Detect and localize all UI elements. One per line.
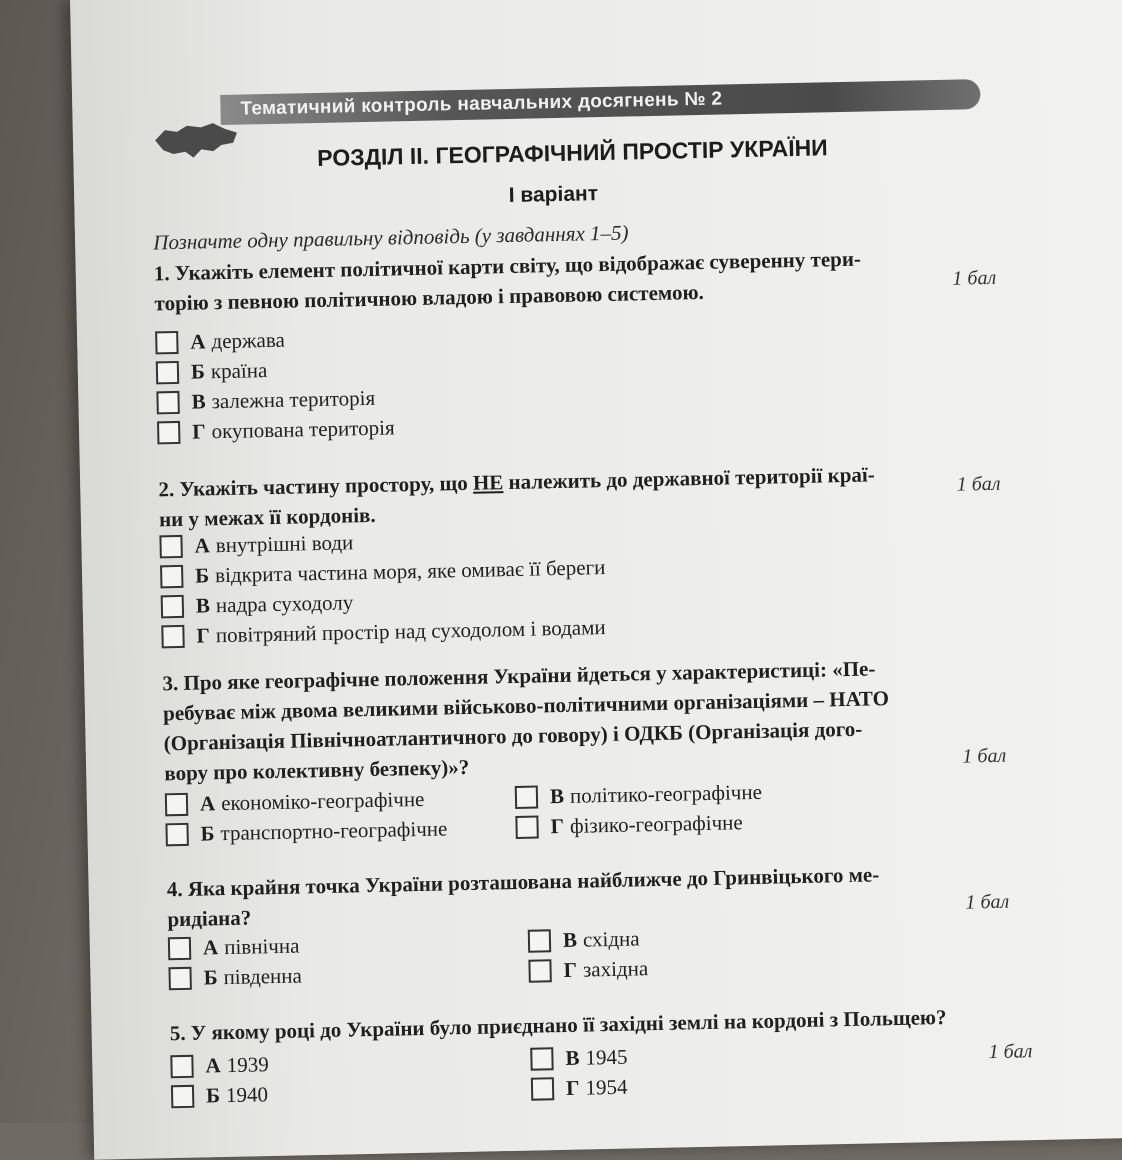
question-3-line-1: 3. Про яке географічне положення України йдеться у характеристиці: «Пе- (162, 656, 876, 696)
question-3-points: 1 бал (962, 744, 1007, 768)
option-label: східна (582, 926, 640, 952)
option-label: надра суходолу (215, 590, 354, 618)
option-label: політико-географічне (569, 779, 763, 808)
banner-title: Тематичний контроль навчальних досягнень № 2 (240, 88, 723, 120)
checkbox[interactable] (156, 391, 179, 414)
q4-option-v[interactable] (528, 926, 640, 953)
checkbox[interactable] (165, 823, 188, 846)
option-label: економіко-географічне (220, 786, 425, 816)
checkbox[interactable] (515, 816, 538, 839)
option-letter: А (205, 1053, 221, 1078)
option-label: внутрішні води (215, 530, 354, 558)
variant-title: I варіант (508, 182, 599, 207)
option-letter: А (202, 935, 219, 960)
option-letter: В (565, 1045, 580, 1070)
option-label: повітряний простір над суходолом і водами (215, 615, 606, 648)
option-letter: Б (200, 821, 215, 846)
q4-option-b[interactable] (168, 964, 302, 992)
option-letter: Г (191, 419, 206, 444)
question-4-line-1: 4. Яка крайня точка України розташована найближче до Гринвіцького ме- (166, 862, 880, 902)
question-1-points: 1 бал (952, 266, 997, 290)
checkbox[interactable] (161, 625, 184, 648)
option-letter: Г (565, 1075, 580, 1100)
q3-option-v[interactable] (515, 780, 762, 810)
question-4-line-2: ридіана? (167, 905, 252, 932)
checkbox[interactable] (170, 1055, 193, 1078)
option-label: 1940 (225, 1082, 269, 1108)
checkbox[interactable] (160, 565, 183, 588)
q5-option-v[interactable] (530, 1045, 628, 1072)
option-label: країна (210, 358, 268, 384)
option-label: держава (211, 327, 286, 354)
question-3-line-2: ребуває між двома великими військово-політичними організаціями – НАТО (162, 686, 890, 726)
question-2-text-post: належить до державної території краї- (503, 462, 875, 495)
checkbox[interactable] (168, 967, 191, 990)
option-letter: Б (205, 1083, 221, 1108)
option-letter: В (562, 927, 578, 953)
checkbox[interactable] (171, 1085, 194, 1108)
option-label: транспортно-географічне (220, 816, 448, 846)
option-letter: А (199, 791, 216, 816)
question-3-line-3: (Організація Північноатлантичного до говору) і ОДКБ (Організація дого- (163, 716, 863, 756)
q1-option-g[interactable] (157, 415, 395, 445)
checkbox[interactable] (531, 1077, 554, 1100)
question-4 (166, 857, 1017, 935)
checkbox[interactable] (155, 331, 178, 354)
q3-option-b[interactable] (165, 816, 447, 847)
checkbox[interactable] (528, 929, 551, 952)
q1-option-b[interactable] (156, 358, 268, 385)
question-3 (162, 651, 1014, 789)
question-5-points: 1 бал (988, 1040, 1033, 1064)
option-letter: В (549, 783, 565, 809)
option-label: фізико-географічне (569, 810, 743, 838)
checkbox[interactable] (161, 595, 184, 618)
question-5-line-1: 5. У якому році до України було приєднано її західні землі на кордоні з Польщею? (169, 1005, 947, 1046)
option-label: північна (223, 933, 300, 960)
question-3-line-4: вору про колективну безпеку)»? (164, 754, 470, 786)
q5-option-g[interactable] (531, 1075, 628, 1102)
q2-option-b[interactable] (160, 555, 606, 589)
option-label: залежна територія (211, 385, 376, 414)
option-letter: Б (194, 563, 210, 588)
question-2-not-emphasis: НЕ (472, 470, 504, 495)
instruction-text: Позначте одну правильну відповідь (у завданнях 1–5) (153, 220, 629, 255)
question-1-line-2: торію з певною політичною владою і правовою системою. (154, 279, 704, 316)
header-banner (220, 79, 980, 125)
question-2 (158, 457, 1009, 535)
q1-option-v[interactable] (156, 386, 375, 416)
option-label: 1939 (226, 1052, 269, 1078)
option-letter: В (191, 389, 206, 414)
option-letter: А (190, 329, 206, 354)
checkbox[interactable] (528, 959, 551, 982)
option-label: окупована територія (211, 415, 395, 444)
q2-option-v[interactable] (161, 590, 354, 619)
option-label: південна (223, 963, 303, 990)
question-2-line-2: ни у межах її кордонів. (158, 502, 376, 532)
checkbox[interactable] (168, 937, 191, 960)
q2-option-g[interactable] (161, 615, 606, 649)
checkbox[interactable] (530, 1047, 553, 1070)
option-label: 1954 (585, 1074, 628, 1100)
q4-option-a[interactable] (168, 934, 300, 962)
section-heading: РОЗДІЛ II. ГЕОГРАФІЧНИЙ ПРОСТІР УКРАЇНИ (316, 134, 828, 171)
q3-option-a[interactable] (165, 787, 425, 817)
q1-option-a[interactable] (155, 328, 285, 356)
option-letter: Г (196, 623, 211, 648)
option-letter: Б (203, 965, 218, 990)
option-letter: В (195, 593, 211, 618)
checkbox[interactable] (515, 786, 538, 809)
question-2-text-pre: 2. Укажіть частину простору, що (158, 470, 474, 502)
checkbox[interactable] (157, 421, 180, 444)
option-letter: А (194, 533, 211, 558)
q5-option-a[interactable] (170, 1052, 269, 1079)
option-label: 1945 (585, 1044, 628, 1070)
option-letter: Б (190, 359, 206, 384)
option-label: західна (582, 956, 649, 982)
question-2-points: 1 бал (956, 472, 1001, 496)
checkbox[interactable] (159, 535, 182, 558)
checkbox[interactable] (156, 361, 179, 384)
q5-option-b[interactable] (171, 1082, 268, 1109)
checkbox[interactable] (165, 793, 188, 816)
question-1-line-1: 1. Укажіть елемент політичної карти світу, що відображає суверенну тери- (153, 246, 862, 286)
question-4-points: 1 бал (965, 890, 1010, 914)
q3-option-g[interactable] (515, 810, 743, 840)
q2-option-a[interactable] (159, 530, 353, 559)
option-letter: Г (563, 957, 578, 983)
q4-option-g[interactable] (528, 956, 648, 983)
option-label: відкрита частина моря, яке омиває її береги (214, 555, 606, 588)
option-letter: Г (550, 813, 565, 839)
